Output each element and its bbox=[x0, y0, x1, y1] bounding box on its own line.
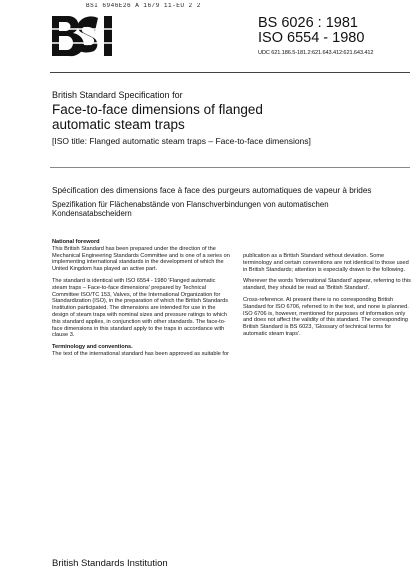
german-title: Spezifikation für Flächenabstände von Flanschverbindungen von automatischen Kondensatabscheidern bbox=[52, 200, 329, 218]
iso-title: [ISO title: Flanged automatic steam traps – Face-to-face dimensions] bbox=[52, 136, 311, 146]
document-title: Face-to-face dimensions of flanged automatic steam traps bbox=[52, 102, 263, 132]
udc-code: UDC 621.186.5-181.2:621.643.412:621.643.412 bbox=[258, 50, 374, 56]
terminology-heading: Terminology and conventions. bbox=[52, 344, 133, 351]
publisher-footer: British Standards Institution bbox=[52, 558, 168, 569]
bsi-logo bbox=[50, 14, 124, 60]
left-column bbox=[52, 239, 230, 363]
right-column bbox=[243, 253, 411, 343]
national-foreword-heading: National foreword bbox=[52, 239, 100, 245]
terminology-paragraph: The text of the international standard has been approved as suitable for bbox=[52, 350, 229, 357]
foreword-paragraph: Wherever the words 'International Standard' appear, referring to this standard, they should be read as 'British Standard'. bbox=[243, 278, 411, 292]
title-divider bbox=[50, 167, 410, 168]
foreword-paragraph: The standard is identical with ISO 6554 - 1980 'Flanged automatic steam traps – Face-to-face dimensions' prepared by Technical Committee ISO/TC 153, Valves, of the International Organization for Standardization (ISO), in the preparation of which the British Standards Institution participated. The dimensions are intended for use in the design of steam traps with nominal sizes and pressure ratings to which this standard applies, in conjunction with other standards. The face-to-face dimensions in this standard apply to the traps in accordance with clause 3. bbox=[52, 277, 228, 339]
foreword-paragraph: Cross-reference. At present there is no corresponding British Standard for ISO 6706, referred to in the text, and none is planned. ISO 6706 is, however, mentioned for purposes of information only and does not affect the validity of this standard. The corresponding British Standard is BS 6023, 'Glossary of technical terms for automatic steam traps'. bbox=[243, 296, 409, 337]
foreword-paragraph: This British Standard has been prepared under the direction of the Mechanical Engineering Standards Committee and is one of a series on implementing international standards in the development of which the United Kingdom has played an active part. bbox=[52, 245, 230, 273]
scan-header-strip: BSI 6946E26 A 16/9 11-EU 2 2 bbox=[86, 3, 201, 9]
french-title: Spécification des dimensions face à face des purgeurs automatiques de vapeur à brides bbox=[52, 186, 372, 195]
standard-number: BS 6026 : 1981 bbox=[258, 15, 358, 31]
series-label: British Standard Specification for bbox=[52, 90, 183, 100]
iso-number: ISO 6554 - 1980 bbox=[258, 30, 365, 46]
header-divider bbox=[50, 72, 410, 73]
foreword-paragraph: publication as a British Standard without deviation. Some terminology and certain conventions are not identical to those used in British Standards; attention is especially drawn to the following. bbox=[243, 253, 409, 273]
